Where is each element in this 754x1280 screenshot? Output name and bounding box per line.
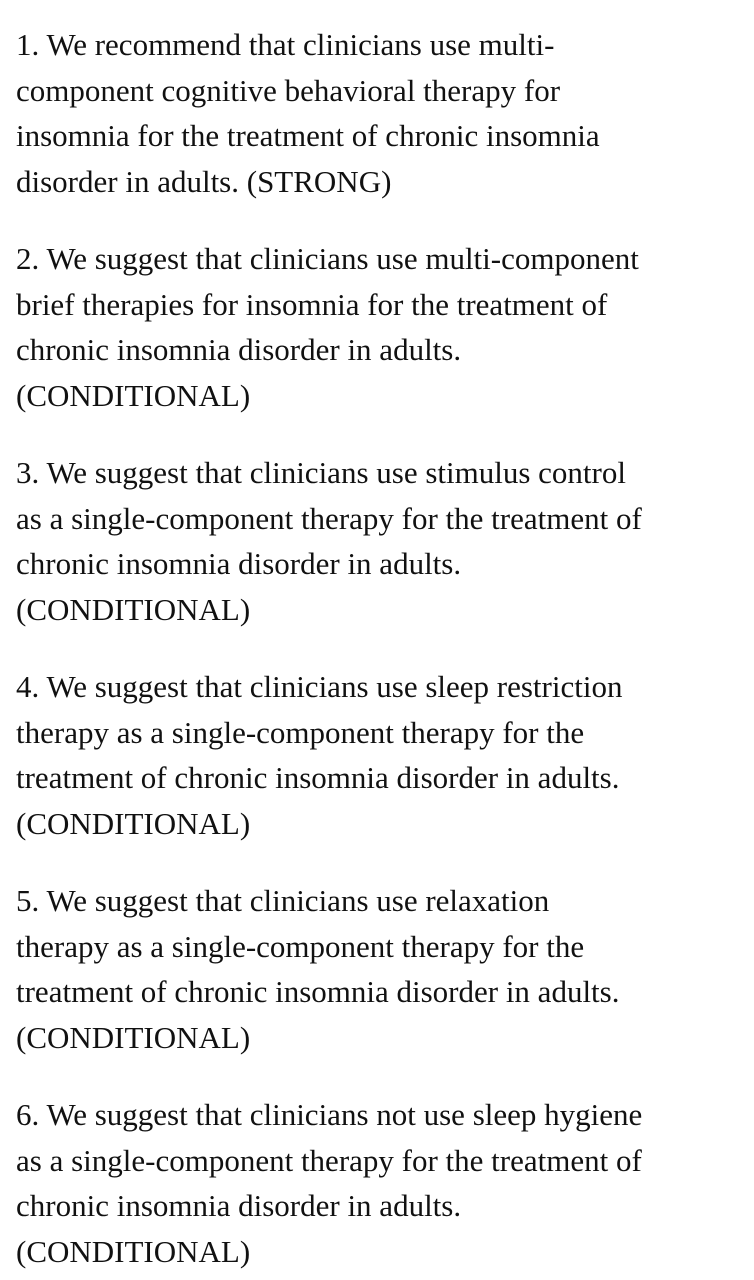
recommendation-line: insomnia for the treatment of chronic insomnia	[16, 118, 600, 153]
recommendation-line: chronic insomnia disorder in adults.	[16, 1188, 462, 1223]
recommendation-line: component cognitive behavioral therapy for	[16, 72, 561, 108]
recommendation-line: (CONDITIONAL)	[16, 1019, 251, 1055]
recommendation-line: 3. We suggest that clinicians use stimulus control	[16, 455, 626, 490]
recommendation-line: therapy as a single-component therapy for the	[16, 928, 585, 964]
recommendation-6	[16, 1092, 754, 1274]
recommendation-1	[16, 22, 754, 204]
recommendation-2	[16, 236, 754, 418]
recommendation-line: brief therapies for insomnia for the treatment of	[16, 286, 608, 322]
recommendation-line: as a single-component therapy for the treatment of	[16, 500, 642, 536]
recommendation-line: 6. We suggest that clinicians not use sleep hygiene	[16, 1097, 643, 1132]
recommendation-line: therapy as a single-component therapy for the	[16, 714, 585, 750]
recommendation-line: 1. We recommend that clinicians use multi-	[16, 27, 555, 62]
recommendation-line: treatment of chronic insomnia disorder in adults.	[16, 760, 620, 795]
recommendation-line: as a single-component therapy for the treatment of	[16, 1142, 642, 1178]
recommendation-line: chronic insomnia disorder in adults.	[16, 546, 462, 581]
recommendation-line: 5. We suggest that clinicians use relaxation	[16, 883, 550, 918]
recommendation-line: (CONDITIONAL)	[16, 1233, 251, 1269]
recommendation-line: (CONDITIONAL)	[16, 805, 251, 841]
recommendation-4	[16, 664, 754, 846]
recommendation-line: 2. We suggest that clinicians use multi-component	[16, 241, 639, 276]
recommendation-line: treatment of chronic insomnia disorder in adults.	[16, 974, 620, 1009]
recommendation-line: (CONDITIONAL)	[16, 377, 251, 413]
recommendation-line: chronic insomnia disorder in adults.	[16, 332, 462, 367]
recommendation-line: (CONDITIONAL)	[16, 591, 251, 627]
recommendation-3	[16, 450, 754, 632]
recommendation-line: disorder in adults. (STRONG)	[16, 163, 392, 199]
recommendation-line: 4. We suggest that clinicians use sleep restriction	[16, 669, 623, 704]
recommendation-5	[16, 878, 754, 1060]
